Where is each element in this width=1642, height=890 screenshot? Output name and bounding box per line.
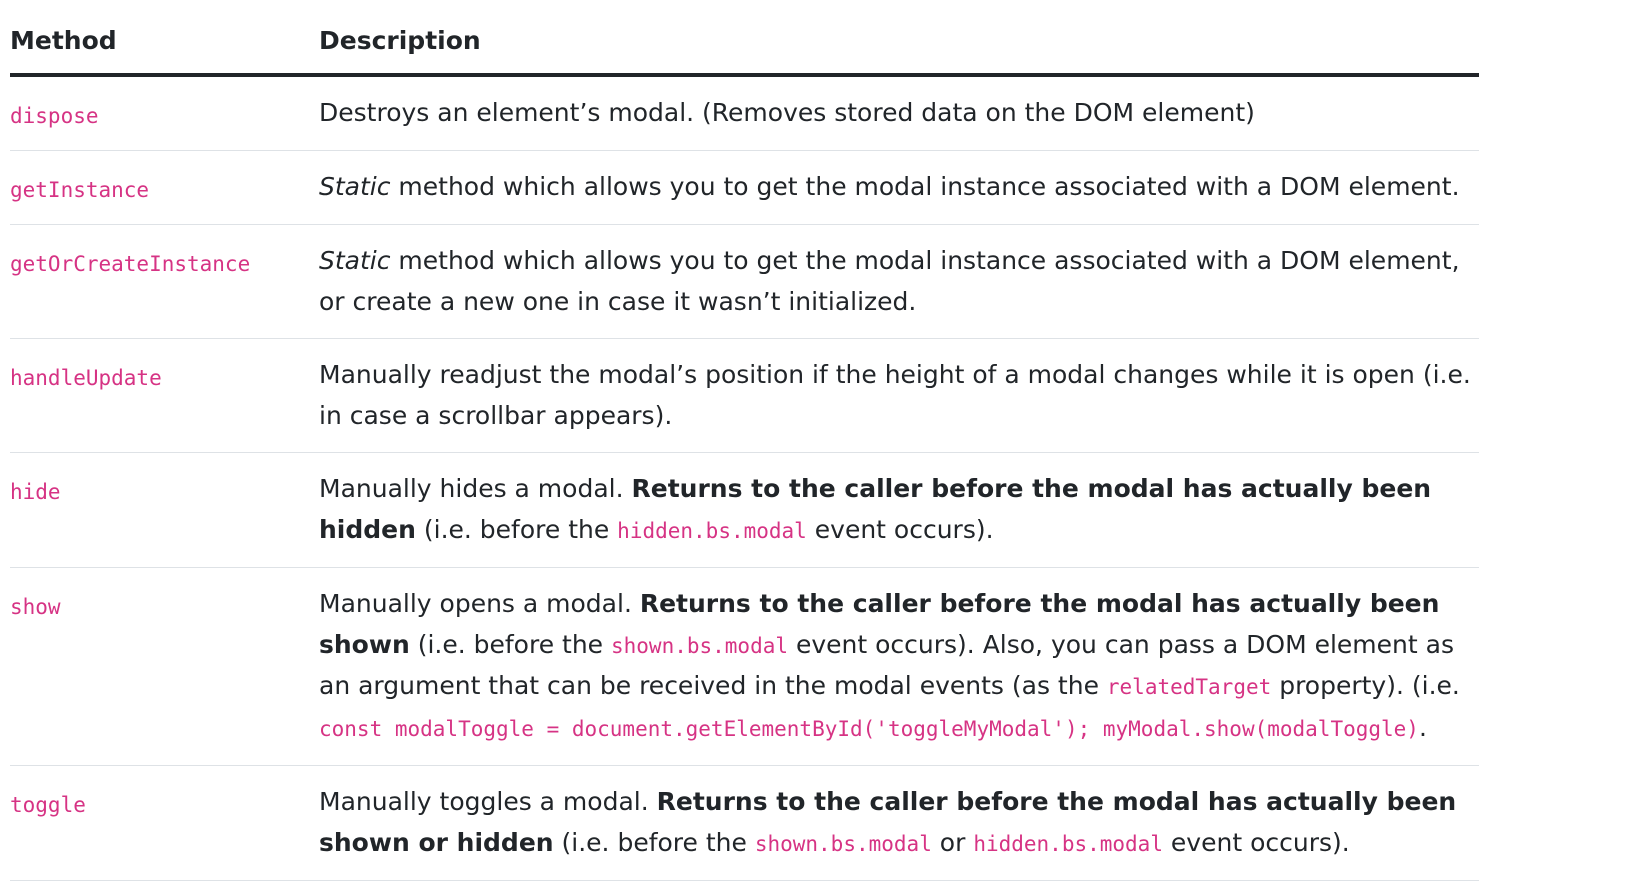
bold-text: Returns to the caller before the modal has actually been shown or hidden (319, 787, 1457, 857)
method-name: hide (10, 480, 61, 504)
method-name: dispose (10, 104, 99, 128)
table-row (10, 75, 1479, 151)
bold-text: Returns to the caller before the modal has actually been hidden (319, 474, 1432, 544)
inline-code: hidden.bs.modal (973, 831, 1163, 856)
method-cell (10, 151, 319, 225)
description-text: or (931, 827, 974, 857)
description-text: Manually readjust the modal’s position if the height of a modal changes while it is open (i.e. in case a scrollbar appears). (319, 360, 1471, 430)
table-row (10, 766, 1479, 881)
method-name: toggle (10, 793, 86, 817)
description-cell (319, 766, 1479, 881)
methods-table (10, 0, 1479, 881)
method-cell (10, 766, 319, 881)
method-cell (10, 75, 319, 151)
table-body (10, 75, 1479, 881)
description-text: Manually toggles a modal. (319, 787, 657, 816)
method-cell (10, 339, 319, 453)
description-text: (i.e. before the (415, 514, 618, 544)
description-text: event occurs). Also, you can pass a DOM element as an argument that can be received in the modal events (as the (319, 629, 1454, 700)
inline-code: relatedTarget (1106, 675, 1272, 699)
description-text: Manually opens a modal. (319, 589, 640, 618)
method-cell (10, 453, 319, 568)
inline-code: shown.bs.modal (754, 831, 932, 856)
description-text: event occurs). (1162, 827, 1350, 857)
description-text: Destroys an element’s modal. (Removes stored data on the DOM element) (319, 98, 1255, 127)
method-name: show (10, 595, 61, 619)
emphasis-text: Static (319, 246, 391, 275)
method-column-header: Method (10, 0, 319, 75)
description-text: (i.e. before the (409, 629, 611, 659)
inline-code: hidden.bs.modal (617, 518, 807, 543)
description-cell (319, 75, 1479, 151)
table-header (10, 0, 1479, 75)
method-name: handleUpdate (10, 366, 162, 390)
description-cell (319, 225, 1479, 339)
method-cell (10, 225, 319, 339)
description-text: . (1418, 712, 1427, 742)
description-text: (i.e. before the (553, 827, 755, 857)
method-name: getInstance (10, 178, 150, 202)
inline-code: shown.bs.modal (611, 633, 789, 658)
table-row (10, 453, 1479, 568)
method-name: getOrCreateInstance (10, 252, 251, 276)
description-text: event occurs). (806, 514, 994, 544)
inline-code: const modalToggle = document.getElementById('toggleMyModal'); myModal.show(modalToggle) (319, 716, 1419, 741)
description-cell (319, 568, 1479, 766)
header-row (10, 0, 1479, 75)
description-text: Manually hides a modal. (319, 474, 632, 503)
description-column-header: Description (319, 0, 1479, 75)
method-cell (10, 568, 319, 766)
table-row (10, 568, 1479, 766)
description-text: property). (i.e. (1271, 671, 1460, 700)
description-cell (319, 453, 1479, 568)
table-row (10, 151, 1479, 225)
description-text: method which allows you to get the modal instance associated with a DOM element. (390, 172, 1460, 201)
description-text: method which allows you to get the modal instance associated with a DOM element, or create a new one in case it wasn’t initialized. (319, 246, 1460, 316)
description-cell (319, 339, 1479, 453)
bold-text: Returns to the caller before the modal has actually been shown (319, 589, 1440, 659)
emphasis-text: Static (319, 172, 391, 201)
table-row (10, 225, 1479, 339)
table-row (10, 339, 1479, 453)
description-cell (319, 151, 1479, 225)
